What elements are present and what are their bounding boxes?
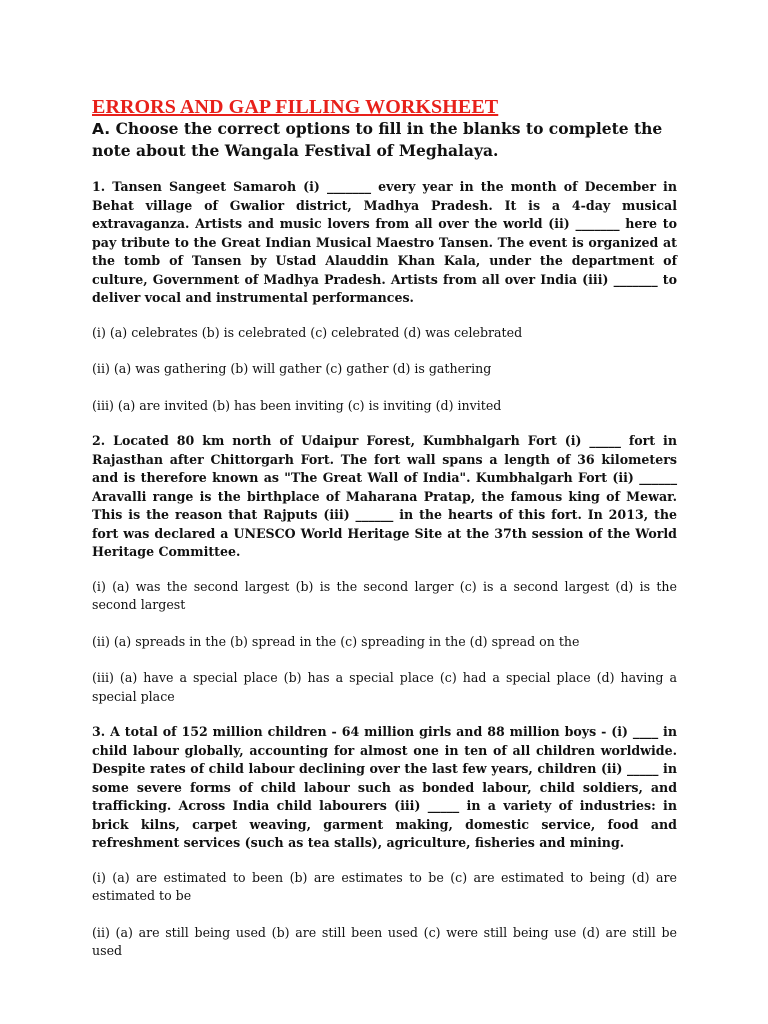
section-letter: A. [92, 120, 111, 138]
worksheet-title: ERRORS AND GAP FILLING WORKSHEET [92, 96, 499, 118]
question-3-option-ii: (ii) (a) are still being used (b) are still been used (c) were still being use (d) are still be used [92, 924, 677, 958]
question-2-option-ii: (ii) (a) spreads in the (b) spread in the (c) spreading in the (d) spread on the [92, 633, 580, 649]
question-2-passage: 2. Located 80 km north of Udaipur Forest, Kumbhalgarh Fort (i) _____ fort in Rajasthan after Chittorgarh Fort. The fort wall spans a length of 36 kilometers and is therefore known as "The Great Wall of India". Kumbhalgarh Fort (ii) ______ Aravalli range is the birthplace of Maharana Pratap, the famous king of Mewar. This is the reason that Rajputs (iii) ______ in the hearts of this fort. In 2013, the fort was declared a UNESCO World Heritage Site at the 37th session of the World Heritage Committee. [92, 433, 677, 559]
section-a-instruction [92, 118, 677, 162]
question-1-option-ii: (ii) (a) was gathering (b) will gather (c) gather (d) is gathering [92, 361, 492, 376]
question-3-passage: 3. A total of 152 million children - 64 million girls and 88 million boys - (i) ____ in child labour globally, accounting for almost one in ten of all children worldwide. Despite rates of child labour declining over the last few years, children (ii) _____ in some severe forms of child labour such as bonded labour, child soldiers, and trafficking. Across India child labourers (iii) _____ in a variety of industries: in brick kilns, carpet weaving, garment making, domestic service, food and refreshment services (such as tea stalls), agriculture, fisheries and mining. [92, 724, 677, 850]
worksheet-page [92, 96, 677, 961]
question-3-option-i: (i) (a) are estimated to been (b) are estimates to be (c) are estimated to being (d) are estimated to be [92, 869, 677, 903]
question-1-option-i: (i) (a) celebrates (b) is celebrated (c) celebrated (d) was celebrated [92, 324, 523, 340]
question-1-passage: 1. Tansen Sangeet Samaroh (i) _______ every year in the month of December in Behat village of Gwalior district, Madhya Pradesh. It is a 4-day musical extravaganza. Artists and music lovers from all over the world (ii) _______ here to pay tribute to the Great Indian Musical Maestro Tansen. The event is organized at the tomb of Tansen by Ustad Alauddin Khan Kala, under the department of culture, Government of Madhya Pradesh. Artists from all over India (iii) _______ to deliver vocal and instrumental performances. [92, 179, 677, 305]
question-2-option-i: (i) (a) was the second largest (b) is the second larger (c) is a second largest (d) is the second largest [92, 578, 677, 612]
instruction-text: Choose the correct options to fill in the blanks to complete the note about the Wangala Festival of Meghalaya. [92, 119, 663, 160]
question-2-option-iii: (iii) (a) have a special place (b) has a special place (c) had a special place (d) having a special place [92, 670, 677, 704]
question-1-option-iii: (iii) (a) are invited (b) has been inviting (c) is inviting (d) invited [92, 397, 502, 413]
